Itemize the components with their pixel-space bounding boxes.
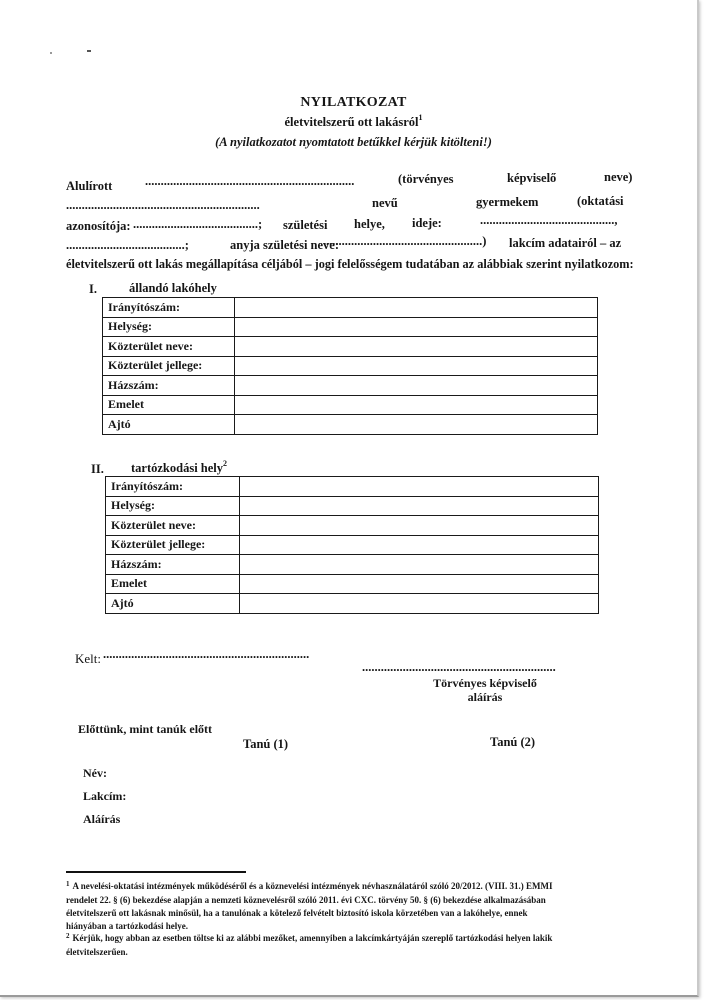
signature-line[interactable]: ..............................................................	[362, 660, 556, 674]
date-place-field[interactable]: ..................................................................	[103, 647, 310, 661]
door-input[interactable]	[240, 594, 599, 614]
table-row	[103, 395, 598, 415]
text-lakcim-adatairol: lakcím adatairól – az	[509, 236, 622, 250]
education-id-field[interactable]: ........................................;	[133, 217, 263, 231]
footnote-2-line-2: életvitelszerűen.	[66, 947, 128, 957]
witness-2-heading: Tanú (2)	[490, 735, 536, 749]
table-row	[103, 356, 598, 376]
text-neve: neve)	[604, 170, 633, 184]
footnote-1-line-2: rendelet 22. § (6) bekezdése alapján a nemzeti köznevelésről szóló 2011. évi CXC. törvény 50. § (6) bekezdése alkalmazásában	[66, 895, 546, 905]
text-kepviselo: képviselő	[507, 171, 557, 185]
permanent-address-table	[102, 297, 598, 435]
table-row	[106, 496, 599, 516]
row-label: Ajtó	[103, 415, 235, 435]
text-gyermekem: gyermekem	[476, 195, 539, 209]
table-row	[103, 415, 598, 435]
row-label: Házszám:	[106, 555, 240, 575]
scan-speck	[87, 50, 91, 52]
section-2-title-text: tartózkodási hely	[131, 461, 224, 475]
footnote-separator	[66, 871, 246, 873]
text-ideje: ideje:	[412, 216, 442, 230]
section-2-number: II.	[91, 462, 104, 476]
section-1-title: állandó lakóhely	[129, 281, 217, 295]
footnote-1-line-3: életvitelszerű ott lakásnak minősül, ha a tanulónak a kötelező felvételt biztosító iskola körzetében van a lakóhelye, ennek	[66, 908, 528, 918]
text-nevu: nevű	[372, 196, 398, 210]
scan-speck	[50, 52, 52, 54]
text-torvenyes: (törvényes	[398, 172, 454, 186]
door-input[interactable]	[235, 415, 598, 435]
footnote-2	[66, 932, 552, 958]
subtitle-text: életvitelszerű ott lakásról	[284, 115, 419, 129]
temporary-address-table	[105, 476, 599, 614]
signer-title: Törvényes képviselő	[433, 676, 537, 690]
table-row	[106, 555, 599, 575]
footnote-text: Kérjük, hogy abban az esetben töltse ki az alábbi mezőket, amennyiben a lakcímkártyáján szereplő tartózkodási helyen lakik	[72, 933, 553, 943]
row-label: Közterület neve:	[106, 516, 240, 536]
footnote-1-marker: 1	[66, 880, 70, 888]
guardian-name-field[interactable]: ...................................................................	[145, 174, 355, 188]
row-label: Emelet	[103, 395, 235, 415]
fill-instruction: (A nyilatkozatot nyomtatott betűkkel kérjük kitölteni!)	[215, 135, 492, 149]
footnote-1	[66, 880, 552, 932]
azonosito-label: azonosítója:	[66, 219, 131, 233]
child-name-field[interactable]: ..............................................................	[66, 198, 260, 212]
document-subtitle	[0, 115, 707, 130]
birth-date-field[interactable]: ......................................;	[66, 238, 189, 252]
street-type-input[interactable]	[235, 356, 598, 376]
text-helye: helye,	[354, 217, 385, 231]
witness-name-label: Név:	[83, 766, 107, 780]
footnote-1-line-1	[66, 880, 552, 893]
witness-address-label: Lakcím:	[83, 789, 127, 803]
kelt-label: Kelt:	[75, 651, 101, 666]
street-type-input[interactable]	[240, 535, 599, 555]
witness-intro: Előttünk, mint tanúk előtt	[78, 722, 213, 736]
table-row	[106, 477, 599, 497]
table-row	[103, 376, 598, 396]
row-label: Ajtó	[106, 594, 240, 614]
row-label: Irányítószám:	[106, 477, 240, 497]
table-row	[103, 298, 598, 318]
house-number-input[interactable]	[240, 555, 599, 575]
witness-signature-label: Aláírás	[83, 812, 121, 826]
table-row	[106, 535, 599, 555]
text-oktatasi: (oktatási	[577, 194, 624, 208]
city-input[interactable]	[240, 496, 599, 516]
footnote-ref-2: 2	[223, 459, 228, 468]
row-label: Közterület jellege:	[103, 356, 235, 376]
footnote-2-line-1	[66, 932, 552, 945]
footnote-ref-1: 1	[418, 113, 423, 122]
table-row	[103, 317, 598, 337]
section-2-title	[131, 461, 227, 476]
text-anyja-szuletesi-neve: anyja születési neve:	[230, 238, 340, 252]
street-name-input[interactable]	[240, 516, 599, 536]
section-1-number: I.	[89, 282, 97, 296]
witness-1-heading: Tanú (1)	[243, 737, 289, 751]
mother-name-field[interactable]: ..................................................)	[326, 234, 487, 248]
table-row	[106, 516, 599, 536]
footnote-1-line-4: hiányában a tartózkodási helye.	[66, 921, 189, 931]
floor-input[interactable]	[235, 395, 598, 415]
text-szuletesi: születési	[283, 218, 328, 232]
table-row	[106, 594, 599, 614]
row-label: Helység:	[106, 496, 240, 516]
street-name-input[interactable]	[235, 337, 598, 357]
postal-code-input[interactable]	[235, 298, 598, 318]
row-label: Közterület jellege:	[106, 535, 240, 555]
alulirott-label: Alulírott	[66, 179, 113, 193]
birth-place-date-field[interactable]: ...........................................,	[480, 213, 618, 227]
floor-input[interactable]	[240, 574, 599, 594]
postal-code-input[interactable]	[240, 477, 599, 497]
signature-caption: aláírás	[467, 690, 503, 704]
row-label: Házszám:	[103, 376, 235, 396]
table-row	[106, 574, 599, 594]
row-label: Irányítószám:	[103, 298, 235, 318]
document-title: NYILATKOZAT	[300, 95, 407, 110]
house-number-input[interactable]	[235, 376, 598, 396]
footnote-text: A nevelési-oktatási intézmények működéséről és a köznevelési intézmények névhasználatáról szóló 20/2012. (VIII. 31.) EMMI	[72, 881, 553, 891]
row-label: Emelet	[106, 574, 240, 594]
footnote-2-marker: 2	[66, 932, 70, 940]
table-row	[103, 337, 598, 357]
row-label: Közterület neve:	[103, 337, 235, 357]
declaration-statement: életvitelszerű ott lakás megállapítása céljából – jogi felelősségem tudatában az alábbiak szerint nyilatkozom:	[66, 257, 634, 271]
row-label: Helység:	[103, 317, 235, 337]
city-input[interactable]	[235, 317, 598, 337]
